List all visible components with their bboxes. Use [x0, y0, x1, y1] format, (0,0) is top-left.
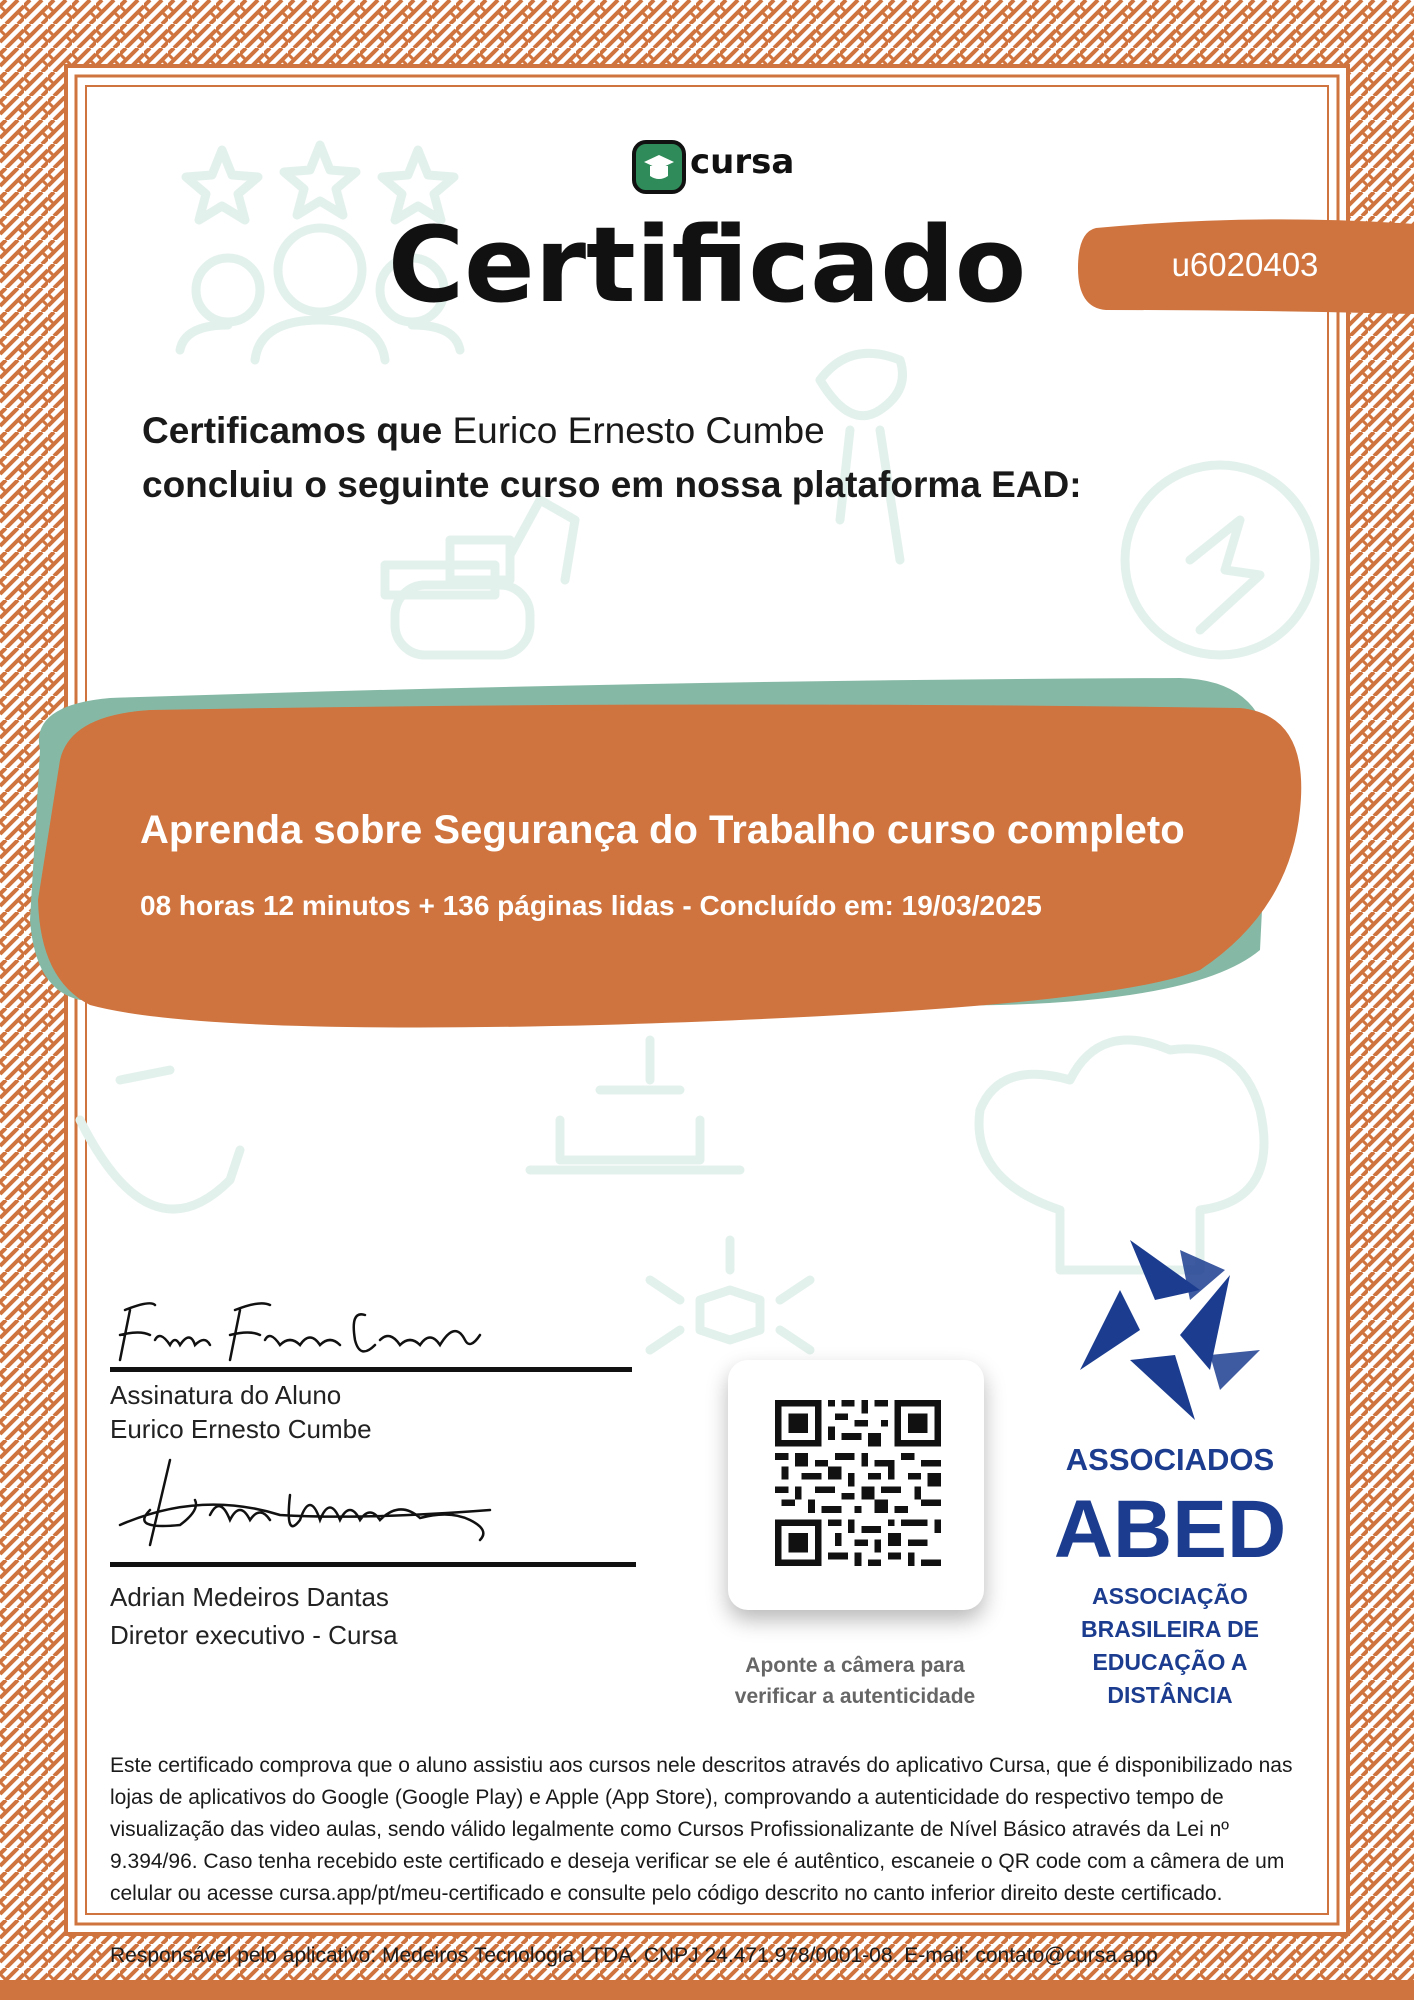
welder-icon [80, 1070, 240, 1209]
director-signature [110, 1450, 510, 1560]
abed-desc-line-1: ASSOCIAÇÃO [1092, 1583, 1248, 1609]
responsible-text: Responsável pelo aplicativo: Medeiros Tecnologia LTDA. CNPJ 24.471.978/0001-08. E-mail: contato@cursa.app [110, 1944, 1158, 1967]
abed-associados: ASSOCIADOS [1065, 1442, 1275, 1477]
director-signature-line [110, 1562, 636, 1567]
certificate-code: u6020403 [1171, 246, 1319, 283]
abed-description [1040, 1580, 1300, 1712]
course-banner [0, 670, 1414, 1050]
student-name: Eurico Ernesto Cumbe [452, 410, 825, 451]
tool-icon [1125, 465, 1315, 655]
worker-icon [820, 353, 903, 560]
student-signature-label: Assinatura do Aluno [110, 1380, 342, 1410]
director-name: Adrian Medeiros Dantas [110, 1582, 389, 1612]
certificate-title: Certificado [387, 204, 1027, 326]
intro-line-1 [142, 410, 825, 452]
box-arrows-icon [650, 1240, 810, 1350]
course-name: Aprenda sobre Segurança do Trabalho curso completo [140, 808, 1185, 852]
qr-code-icon[interactable] [775, 1400, 941, 1566]
student-signature-line [110, 1367, 632, 1372]
disclaimer-text: Este certificado comprova que o aluno assistiu aos cursos nele descritos através do aplicativo Cursa, que é disponibilizado nas lojas de aplicativos do Google (Google Play) e Apple (App Store), comprovando a autenticidade do respectivo tempo de visualização das video aulas, sendo válido legalmente como Cursos Profissionalizante de Nível Básico através da Lei nº 9.394/96. Caso tenha recebido este certificado e deseja verificar se ele é autêntico, escaneie o QR code com a câmera de um celular ou acesse cursa.app/pt/meu-certificado e consulte pelo código descrito no canto inferior direito deste certificado. [110, 1754, 1293, 1905]
student-signature-name: Eurico Ernesto Cumbe [110, 1414, 372, 1444]
director-role: Diretor executivo - Cursa [110, 1620, 398, 1650]
sewing-icon [530, 1040, 740, 1170]
intro-prefix: Certificamos que [142, 410, 443, 451]
qr-caption-line-1: Aponte a câmera para [745, 1654, 965, 1677]
student-signature [110, 1290, 490, 1370]
course-details: 08 horas 12 minutos + 136 páginas lidas - Concluído em: 19/03/2025 [140, 890, 1042, 921]
abed-name: ABED [1053, 1484, 1287, 1575]
qr-caption-line-2: verificar a autenticidade [734, 1685, 976, 1708]
abed-desc-line-2: BRASILEIRA DE [1080, 1616, 1260, 1642]
abed-desc-line-3: EDUCAÇÃO A [1092, 1649, 1248, 1675]
logo-text: cursa [690, 142, 795, 182]
abed-logo-icon [1060, 1230, 1280, 1440]
abed-desc-line-4: DISTÂNCIA [1107, 1682, 1233, 1708]
qr-caption [700, 1650, 1010, 1712]
intro-line-2: concluiu o seguinte curso em nossa plataforma EAD: [142, 464, 1082, 505]
